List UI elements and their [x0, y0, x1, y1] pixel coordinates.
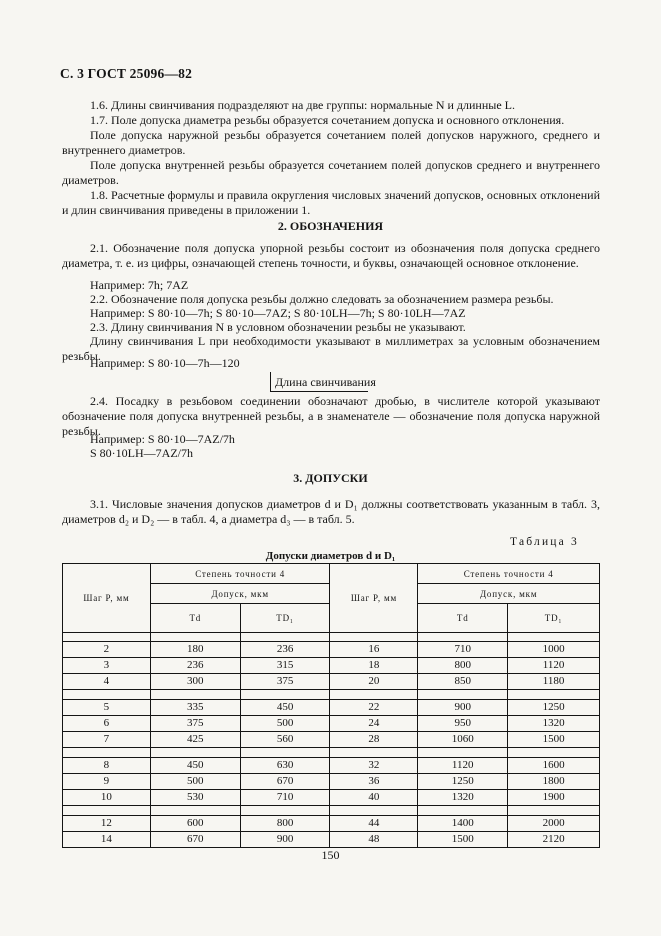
- table-cell: 800: [418, 658, 508, 674]
- table-cell: 1000: [508, 642, 600, 658]
- table-row: [63, 658, 600, 674]
- paragraph-2-3: 2.3. Длину свинчивания N в условном обозначении резьбы не указывают.: [90, 320, 466, 334]
- table-cell: 560: [240, 732, 330, 748]
- table-row: [63, 774, 600, 790]
- paragraph-2-2: 2.2. Обозначение поля допуска резьбы должно следовать за обозначением размера резьбы.: [90, 292, 554, 306]
- spacer-cell: [150, 633, 240, 642]
- spacer-cell: [150, 748, 240, 758]
- table-cell: 1120: [508, 658, 600, 674]
- spacer-cell: [418, 748, 508, 758]
- table-cell: 1400: [418, 816, 508, 832]
- table-cell: 20: [330, 674, 418, 690]
- table-cell: 630: [240, 758, 330, 774]
- table-cell: 14: [63, 832, 151, 848]
- spacer-cell: [508, 748, 600, 758]
- table-cell: 28: [330, 732, 418, 748]
- paragraph-2-4: 2.4. Посадку в резьбовом соединении обозначают дробью, в числителе которой указывают обозначение поля допуска внутренней резьбы, а в знаменателе — обозначение поля допуска наружной резьбы.: [62, 394, 600, 438]
- tolerance-table: [62, 563, 600, 848]
- table-cell: 9: [63, 774, 151, 790]
- table-cell: 48: [330, 832, 418, 848]
- spacer-cell: [240, 690, 330, 700]
- table-cell: 16: [330, 642, 418, 658]
- table-cell: 900: [240, 832, 330, 848]
- table-cell: 180: [150, 642, 240, 658]
- spacer-cell: [330, 748, 418, 758]
- section-2-heading: 2. ОБОЗНАЧЕНИЯ: [277, 219, 384, 233]
- header-pitch-right: Шаг P, мм: [330, 564, 418, 633]
- example-4a: Например: S 80·10—7AZ/7h: [90, 432, 235, 446]
- table-cell: 18: [330, 658, 418, 674]
- table-cell: 2120: [508, 832, 600, 848]
- table-cell: 10: [63, 790, 151, 806]
- table-cell: 1800: [508, 774, 600, 790]
- spacer-cell: [63, 748, 151, 758]
- table-cell: 800: [240, 816, 330, 832]
- table-row: [63, 790, 600, 806]
- header-td-right: Td: [418, 604, 508, 633]
- table-cell: 670: [150, 832, 240, 848]
- header-degree-right: Степень точности 4: [418, 564, 600, 584]
- table-cell: 1060: [418, 732, 508, 748]
- table-row: [63, 816, 600, 832]
- table-cell: 3: [63, 658, 151, 674]
- table-cell: 2: [63, 642, 151, 658]
- bracket-label: Длина свинчивания: [275, 375, 376, 389]
- table-row: [63, 758, 600, 774]
- header-tolerance-left: Допуск, мкм: [150, 584, 330, 604]
- table-cell: 850: [418, 674, 508, 690]
- bracket-vertical-line: [270, 372, 271, 392]
- table-cell: 425: [150, 732, 240, 748]
- table-cell: 670: [240, 774, 330, 790]
- table-cell: 1500: [418, 832, 508, 848]
- table-cell: 450: [240, 700, 330, 716]
- example-3: Например: S 80·10—7h—120: [90, 356, 240, 370]
- table-cell: 375: [240, 674, 330, 690]
- header-tD1-left: TD₁: [240, 604, 330, 633]
- example-2: Например: S 80·10—7h; S 80·10—7AZ; S 80·10LH—7h; S 80·10LH—7AZ: [90, 306, 466, 320]
- spacer-cell: [418, 806, 508, 816]
- table-cell: 900: [418, 700, 508, 716]
- spacer-cell: [330, 633, 418, 642]
- table-cell: 1120: [418, 758, 508, 774]
- header-pitch-left: Шаг P, мм: [63, 564, 151, 633]
- table-body: [63, 633, 600, 848]
- table-cell: 335: [150, 700, 240, 716]
- spacer-cell: [63, 690, 151, 700]
- header-td-left: Td: [150, 604, 240, 633]
- table-cell: 300: [150, 674, 240, 690]
- table-cell: 375: [150, 716, 240, 732]
- table-cell: 7: [63, 732, 151, 748]
- spacer-cell: [240, 633, 330, 642]
- table-number: Таблица 3: [510, 536, 579, 548]
- table-cell: 500: [240, 716, 330, 732]
- table-cell: 8: [63, 758, 151, 774]
- table-cell: 2000: [508, 816, 600, 832]
- table-cell: 6: [63, 716, 151, 732]
- table-cell: 44: [330, 816, 418, 832]
- table-cell: 1180: [508, 674, 600, 690]
- table-cell: 600: [150, 816, 240, 832]
- header-degree-left: Степень точности 4: [150, 564, 330, 584]
- spacer-cell: [418, 633, 508, 642]
- header-tD1-right: TD₁: [508, 604, 600, 633]
- bracket-horizontal-line: [270, 391, 368, 392]
- paragraph-2-1: 2.1. Обозначение поля допуска упорной резьбы состоит из обозначения поля допуска среднего диаметра, т. е. из цифры, означающей степень точности, и буквы, означающей основное отклонение.: [62, 241, 600, 270]
- table-cell: 4: [63, 674, 151, 690]
- table-row: [63, 700, 600, 716]
- spacer-cell: [63, 806, 151, 816]
- table-cell: 500: [150, 774, 240, 790]
- table-cell: 5: [63, 700, 151, 716]
- section-3-heading: 3. ДОПУСКИ: [293, 471, 368, 485]
- spacer-cell: [508, 633, 600, 642]
- table-row: [63, 642, 600, 658]
- spacer-cell: [330, 690, 418, 700]
- table-cell: 12: [63, 816, 151, 832]
- table-cell: 1250: [508, 700, 600, 716]
- spacer-cell: [150, 690, 240, 700]
- example-4b: S 80·10LH—7AZ/7h: [90, 446, 193, 460]
- table-title: Допуски диаметров d и D₁: [265, 550, 396, 562]
- table-cell: 1600: [508, 758, 600, 774]
- paragraph-1-8: 1.8. Расчетные формулы и правила округления числовых значений допусков, основных отклонений и длин свинчивания приведены в приложении 1.: [62, 188, 600, 217]
- table-cell: 236: [240, 642, 330, 658]
- table-row: [63, 674, 600, 690]
- table-cell: 1320: [508, 716, 600, 732]
- paragraph-3-1: 3.1. Числовые значения допусков диаметров d и D₁ должны соответствовать указанным в табл. 3, диаметров d₂ и D₂ — в табл. 4, а диаметра d₃ — в табл. 5.: [62, 497, 600, 526]
- table-cell: 22: [330, 700, 418, 716]
- table-cell: 530: [150, 790, 240, 806]
- spacer-cell: [508, 806, 600, 816]
- spacer-cell: [240, 806, 330, 816]
- spacer-cell: [240, 748, 330, 758]
- paragraph-1-6: 1.6. Длины свинчивания подразделяют на две группы: нормальные N и длинные L.: [90, 98, 515, 112]
- spacer-cell: [508, 690, 600, 700]
- paragraph-outer-thread: Поле допуска наружной резьбы образуется сочетанием полей допусков наружного, среднего и внутреннего диаметров.: [62, 128, 600, 157]
- table-cell: 236: [150, 658, 240, 674]
- header-tolerance-right: Допуск, мкм: [418, 584, 600, 604]
- table-cell: 1320: [418, 790, 508, 806]
- table-cell: 36: [330, 774, 418, 790]
- table-cell: 24: [330, 716, 418, 732]
- table-cell: 315: [240, 658, 330, 674]
- spacer-cell: [330, 806, 418, 816]
- table-cell: 1250: [418, 774, 508, 790]
- paragraph-1-7: 1.7. Поле допуска диаметра резьбы образуется сочетанием допуска и основного отклонения.: [90, 113, 565, 127]
- spacer-cell: [150, 806, 240, 816]
- table-row: [63, 832, 600, 848]
- table-cell: 1500: [508, 732, 600, 748]
- paragraph-inner-thread: Поле допуска внутренней резьбы образуется сочетанием полей допусков среднего и внутреннего диаметров.: [62, 158, 600, 187]
- table-cell: 710: [418, 642, 508, 658]
- table-cell: 710: [240, 790, 330, 806]
- example-1: Например: 7h; 7AZ: [90, 278, 189, 292]
- page-number: 150: [321, 848, 340, 862]
- table-cell: 40: [330, 790, 418, 806]
- table-cell: 32: [330, 758, 418, 774]
- table-row: [63, 716, 600, 732]
- spacer-cell: [63, 633, 151, 642]
- spacer-cell: [418, 690, 508, 700]
- table-cell: 1900: [508, 790, 600, 806]
- table-cell: 950: [418, 716, 508, 732]
- page-header: С. 3 ГОСТ 25096—82: [60, 66, 193, 81]
- table-row: [63, 732, 600, 748]
- table-cell: 450: [150, 758, 240, 774]
- paragraph-2-3b: Длину свинчивания L при необходимости указывают в миллиметрах за условным обозначением резьбы.: [62, 334, 600, 363]
